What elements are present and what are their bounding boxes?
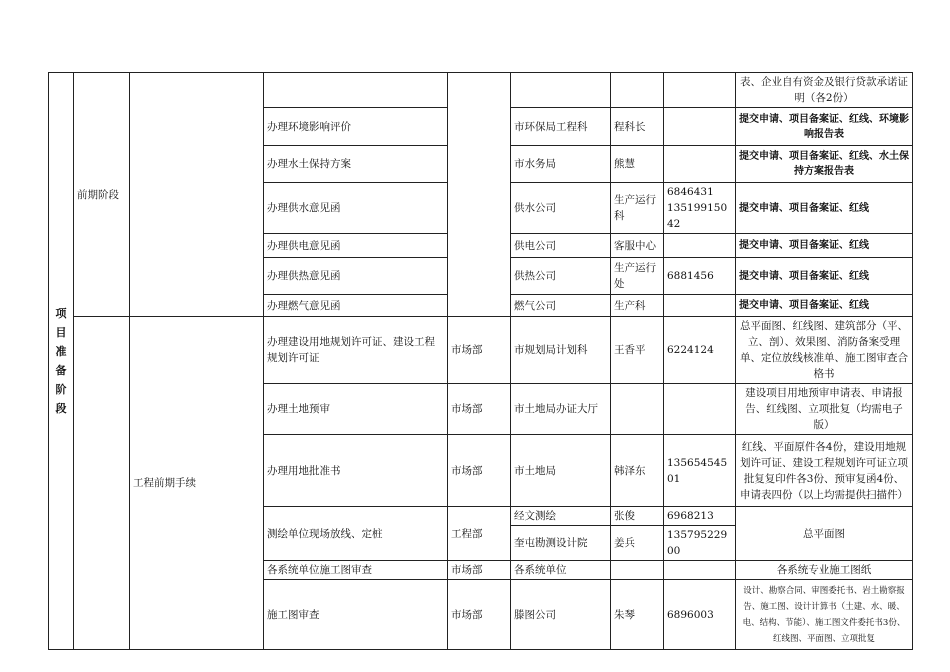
contact-cell: 生产运行处 [611, 258, 664, 295]
phone-cell: 6896003 [664, 580, 736, 650]
item-cell: 各系统单位施工图审查 [264, 561, 448, 580]
phone-cell [664, 234, 736, 258]
dept-cell [448, 73, 511, 317]
item-cell: 办理供热意见函 [264, 258, 448, 295]
phone-cell [664, 146, 736, 183]
item-cell: 办理土地预审 [264, 384, 448, 435]
phone-cell: 13565454501 [664, 435, 736, 507]
phone-line: 13519915042 [667, 202, 728, 230]
docs-cell: 提交申请、项目备案证、红线 [736, 183, 913, 234]
docs-cell: 总平面图 [736, 507, 913, 561]
contact-cell: 熊慧 [611, 146, 664, 183]
item-cell: 办理建设用地规划许可证、建设工程规划许可证 [264, 317, 448, 384]
dept-cell: 工程部 [448, 507, 511, 561]
item-cell: 办理环境影响评价 [264, 108, 448, 146]
docs-cell: 设计、勘察合同、审图委托书、岩土勘察报告、施工图、设计计算书（土建、水、暖、电、结构、节能）、施工图文件委托书3份、红线图、平面图、立项批复 [736, 580, 913, 650]
contact-cell: 王香平 [611, 317, 664, 384]
unit-cell: 市规划局计划科 [511, 317, 611, 384]
unit-cell: 供热公司 [511, 258, 611, 295]
unit-cell [511, 73, 611, 108]
dept-cell: 市场部 [448, 561, 511, 580]
docs-cell: 提交申请、项目备案证、红线 [736, 258, 913, 295]
unit-cell: 供水公司 [511, 183, 611, 234]
phase-cell [74, 73, 130, 317]
docs-cell: 红线、平面原件各4份，建设用地规划许可证、建设工程规划许可证立项批复复印件各3份、预审复函4份、申请表四份（以上均需提供扫描件） [736, 435, 913, 507]
docs-cell: 提交申请、项目备案证、红线、水土保持方案报告表 [736, 146, 913, 183]
contact-cell: 生产运行科 [611, 183, 664, 234]
dept-cell: 市场部 [448, 435, 511, 507]
docs-cell: 表、企业自有资金及银行贷款承诺证明（各2份） [736, 73, 913, 108]
unit-cell: 市水务局 [511, 146, 611, 183]
contact-cell: 朱琴 [611, 580, 664, 650]
dept-cell: 市场部 [448, 384, 511, 435]
contact-cell: 张俊 [611, 507, 664, 526]
stage-label: 项目准备阶段 [55, 307, 67, 415]
stage-cell [49, 73, 74, 650]
unit-cell: 市土地局办证大厅 [511, 384, 611, 435]
procedure-table [48, 72, 913, 650]
phone-cell: 6881456 [664, 258, 736, 295]
table-row [49, 317, 913, 384]
item-cell [264, 73, 448, 108]
contact-cell [611, 384, 664, 435]
item-cell: 办理水土保持方案 [264, 146, 448, 183]
unit-cell: 市环保局工程科 [511, 108, 611, 146]
unit-cell: 奎屯勘测设计院 [511, 526, 611, 561]
unit-cell: 各系统单位 [511, 561, 611, 580]
phase-cell [74, 317, 130, 650]
phase-label: 前期阶段 [77, 188, 119, 201]
phone-cell: 6968213 [664, 507, 736, 526]
unit-cell: 燃气公司 [511, 295, 611, 317]
category-cell [130, 73, 264, 317]
docs-cell: 各系统专业施工图纸 [736, 561, 913, 580]
contact-cell: 程科长 [611, 108, 664, 146]
table-body [49, 73, 913, 650]
item-cell: 办理供电意见函 [264, 234, 448, 258]
phone-cell: 6224124 [664, 317, 736, 384]
unit-cell: 市土地局 [511, 435, 611, 507]
phone-line: 6846431 [667, 186, 714, 198]
docs-cell: 提交申请、项目备案证、红线 [736, 295, 913, 317]
contact-cell [611, 73, 664, 108]
phone-cell [664, 108, 736, 146]
category-cell: 工程前期手续 [130, 317, 264, 650]
phone-cell [664, 295, 736, 317]
table-row [49, 73, 913, 108]
unit-cell: 滕图公司 [511, 580, 611, 650]
docs-cell: 建设项目用地预审申请表、申请报告、红线图、立项批复（均需电子版） [736, 384, 913, 435]
docs-cell: 提交申请、项目备案证、红线 [736, 234, 913, 258]
phone-cell [664, 183, 736, 234]
docs-cell: 提交申请、项目备案证、红线、环境影响报告表 [736, 108, 913, 146]
contact-cell: 生产科 [611, 295, 664, 317]
contact-cell: 姜兵 [611, 526, 664, 561]
contact-cell [611, 561, 664, 580]
phone-cell [664, 73, 736, 108]
dept-cell: 市场部 [448, 317, 511, 384]
docs-cell: 总平面图、红线图、建筑部分（平、立、剖）、效果图、消防备案受理单、定位放线核准单、施工图审查合格书 [736, 317, 913, 384]
phone-cell: 13579522900 [664, 526, 736, 561]
phone-cell [664, 384, 736, 435]
unit-cell: 经文测绘 [511, 507, 611, 526]
item-cell: 办理燃气意见函 [264, 295, 448, 317]
item-cell: 办理供水意见函 [264, 183, 448, 234]
contact-cell: 客服中心 [611, 234, 664, 258]
item-cell: 办理用地批准书 [264, 435, 448, 507]
contact-cell: 韩泽东 [611, 435, 664, 507]
dept-cell: 市场部 [448, 580, 511, 650]
phone-cell [664, 561, 736, 580]
item-cell: 施工图审查 [264, 580, 448, 650]
unit-cell: 供电公司 [511, 234, 611, 258]
item-cell: 测绘单位现场放线、定桩 [264, 507, 448, 561]
